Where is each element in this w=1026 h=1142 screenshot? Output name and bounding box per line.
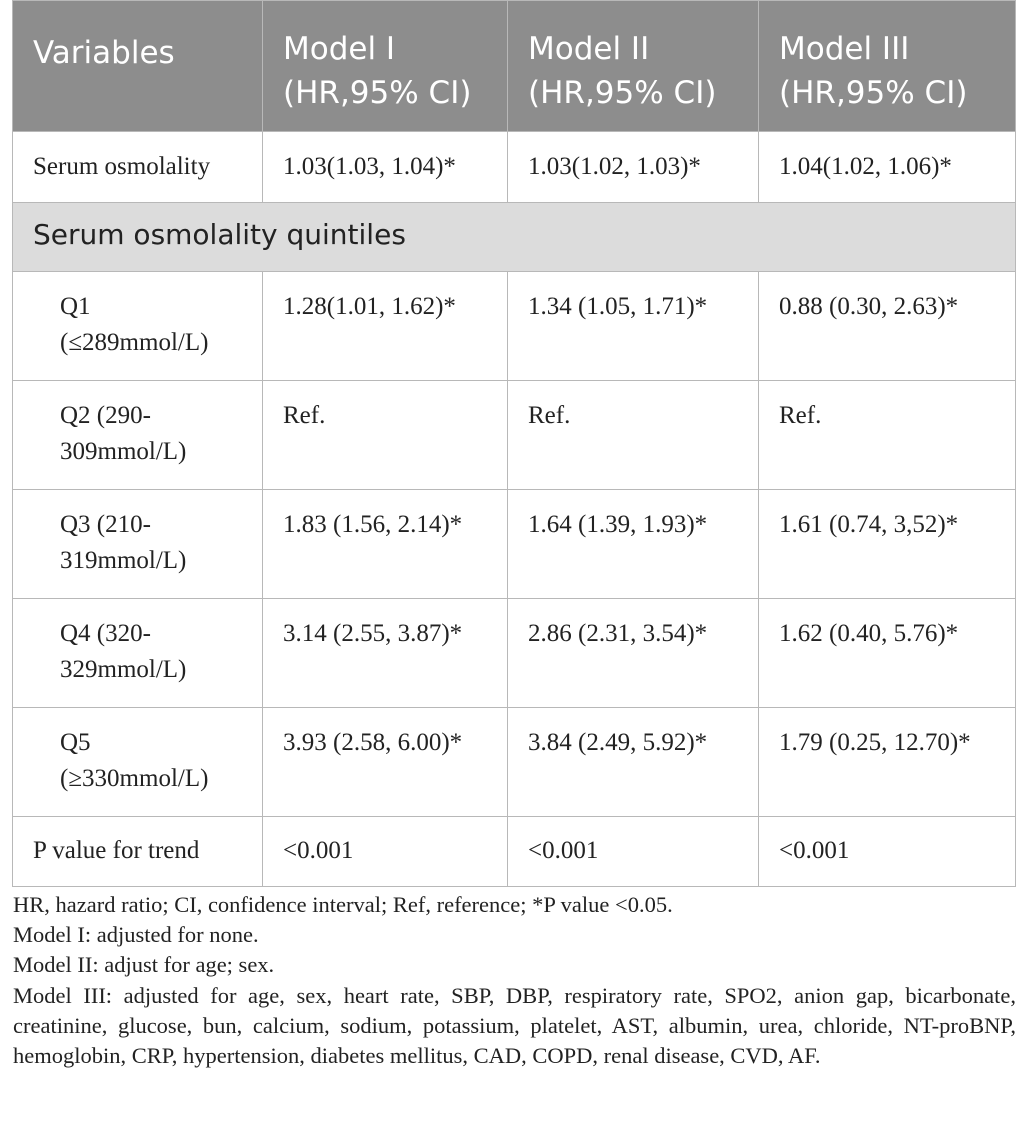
row-model-2-value: 1.64 (1.39, 1.93)* — [508, 490, 759, 599]
row-model-2-value: Ref. — [508, 381, 759, 490]
row-model-2-value: 3.84 (2.49, 5.92)* — [508, 708, 759, 817]
row-model-1-value: 3.93 (2.58, 6.00)* — [263, 708, 508, 817]
table-row — [13, 132, 1016, 203]
row-model-3-value: <0.001 — [759, 817, 1016, 887]
row-model-1-value: 1.03(1.03, 1.04)* — [263, 132, 508, 203]
row-variable: Q3 (210-319mmol/L) — [13, 490, 263, 599]
row-model-1-value: <0.001 — [263, 817, 508, 887]
header-model-3 — [759, 1, 1016, 132]
row-model-3-value: 0.88 (0.30, 2.63)* — [759, 272, 1016, 381]
footnote-model-2: Model II: adjust for age; sex. — [13, 952, 275, 978]
table-header-row — [13, 1, 1016, 132]
row-model-2-value: 2.86 (2.31, 3.54)* — [508, 599, 759, 708]
row-model-1-value: 3.14 (2.55, 3.87)* — [263, 599, 508, 708]
table-row — [13, 599, 1016, 708]
section-title: Serum osmolality quintiles — [13, 203, 1016, 272]
row-variable: Serum osmolality — [13, 132, 263, 203]
row-variable: Q1 (≤289mmol/L) — [13, 272, 263, 381]
header-variables: Variables — [13, 1, 263, 132]
table-row — [13, 708, 1016, 817]
row-variable: Q2 (290-309mmol/L) — [13, 381, 263, 490]
row-model-3-value: 1.62 (0.40, 5.76)* — [759, 599, 1016, 708]
row-model-2-value: 1.03(1.02, 1.03)* — [508, 132, 759, 203]
header-model-1 — [263, 1, 508, 132]
row-model-3-value: 1.61 (0.74, 3,52)* — [759, 490, 1016, 599]
row-variable: Q4 (320-329mmol/L) — [13, 599, 263, 708]
header-model-1-text: Model I (HR,95% CI) — [283, 31, 472, 111]
footnote-model-1: Model I: adjusted for none. — [13, 922, 259, 948]
header-model-3-text: Model III (HR,95% CI) — [779, 31, 968, 111]
table-row — [13, 490, 1016, 599]
row-model-1-value: Ref. — [263, 381, 508, 490]
row-model-3-value: Ref. — [759, 381, 1016, 490]
footnote-model-3: Model III: adjusted for age, sex, heart rate, SBP, DBP, respiratory rate, SPO2, anion gap, bicarbonate, creatinine, glucose, bun, calcium, sodium, potassium, platelet, AST, albumin, urea, chloride, NT-proBNP, hemoglobin, CRP, hypertension, diabetes mellitus, CAD, COPD, renal disease, CVD, AF. — [13, 982, 1016, 1069]
row-variable: P value for trend — [13, 817, 263, 887]
row-model-1-value: 1.83 (1.56, 2.14)* — [263, 490, 508, 599]
table-row — [13, 272, 1016, 381]
row-model-2-value: 1.34 (1.05, 1.71)* — [508, 272, 759, 381]
row-model-3-value: 1.79 (0.25, 12.70)* — [759, 708, 1016, 817]
hazard-ratio-table — [12, 0, 1016, 887]
row-variable: Q5 (≥330mmol/L) — [13, 708, 263, 817]
row-model-1-value: 1.28(1.01, 1.62)* — [263, 272, 508, 381]
section-row — [13, 203, 1016, 272]
header-model-2-text: Model II (HR,95% CI) — [528, 31, 717, 111]
row-model-2-value: <0.001 — [508, 817, 759, 887]
table-row — [13, 381, 1016, 490]
table-row — [13, 817, 1016, 887]
header-model-2 — [508, 1, 759, 132]
table-wrapper — [12, 0, 1015, 887]
footnote-abbreviations: HR, hazard ratio; CI, confidence interval; Ref, reference; *P value <0.05. — [13, 892, 673, 917]
row-model-3-value: 1.04(1.02, 1.06)* — [759, 132, 1016, 203]
table-footnotes — [13, 890, 1016, 1071]
